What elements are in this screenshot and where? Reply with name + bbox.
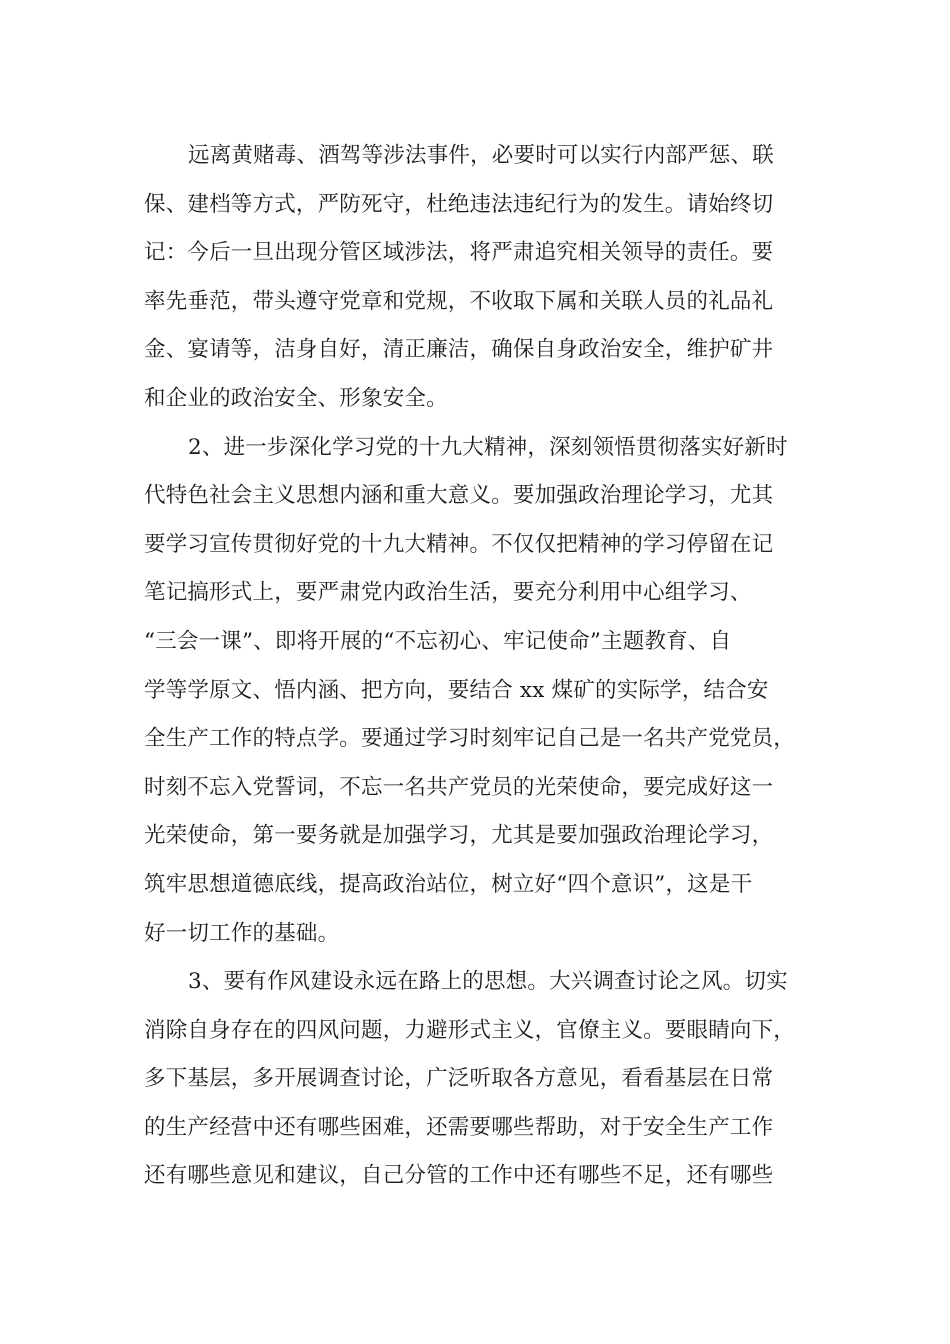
text-line: 3、要有作风建设永远在路上的思想。大兴调查讨论之风。切实 (188, 969, 788, 995)
text-line: 代特色社会主义思想内涵和重大意义。要加强政治理论学习，尤其 (144, 483, 774, 509)
text-line: 全生产工作的特点学。要通过学习时刻牢记自己是一名共产党党员， (144, 726, 796, 752)
text-line: 消除自身存在的四风问题，力避形式主义，官僚主义。要眼睛向下， (144, 1017, 796, 1043)
paragraph-2 (144, 424, 834, 959)
text-line: 2、进一步深化学习党的十九大精神，深刻领悟贯彻落实好新时 (188, 434, 788, 460)
text-line: 筑牢思想道德底线，提高政治站位，树立好“四个意识”，这是干 (144, 871, 753, 897)
text-line: 记：今后一旦出现分管区域涉法，将严肃追究相关领导的责任。要 (144, 240, 774, 266)
text-line: 远离黄赌毒、酒驾等涉法事件，必要时可以实行内部严惩、联 (188, 143, 774, 168)
text-line: 光荣使命，第一要务就是加强学习，尤其是要加强政治理论学习， (144, 823, 774, 849)
paragraph-3 (144, 958, 834, 1201)
text-line: 要学习宣传贯彻好党的十九大精神。不仅仅把精神的学习停留在记 (144, 531, 774, 557)
text-line: 和企业的政治安全、形象安全。 (144, 385, 448, 411)
text-line: 学等学原文、悟内涵、把方向，要结合 xx 煤矿的实际学，结合安 (144, 677, 769, 703)
text-line: 时刻不忘入党誓词，不忘一名共产党员的光荣使命，要完成好这一 (144, 774, 774, 800)
document-body (144, 132, 834, 1201)
text-line: “三会一课”、即将开展的“不忘初心、牢记使命”主题教育、自 (144, 628, 732, 654)
paragraph-1 (144, 132, 834, 424)
text-line: 好一切工作的基础。 (144, 920, 340, 946)
text-line: 笔记搞形式上，要严肃党内政治生活，要充分利用中心组学习、 (144, 580, 752, 606)
text-line: 金、宴请等，洁身自好，清正廉洁，确保自身政治安全，维护矿井 (144, 337, 774, 363)
text-line: 还有哪些意见和建议，自己分管的工作中还有哪些不足，还有哪些 (144, 1163, 774, 1189)
text-line: 的生产经营中还有哪些困难，还需要哪些帮助，对于安全生产工作 (144, 1114, 774, 1140)
text-line: 保、建档等方式，严防死守，杜绝违法违纪行为的发生。请始终切 (144, 191, 774, 217)
text-line: 多下基层，多开展调查讨论，广泛听取各方意见，看看基层在日常 (144, 1066, 774, 1092)
text-line: 率先垂范，带头遵守党章和党规，不收取下属和关联人员的礼品礼 (144, 288, 774, 314)
